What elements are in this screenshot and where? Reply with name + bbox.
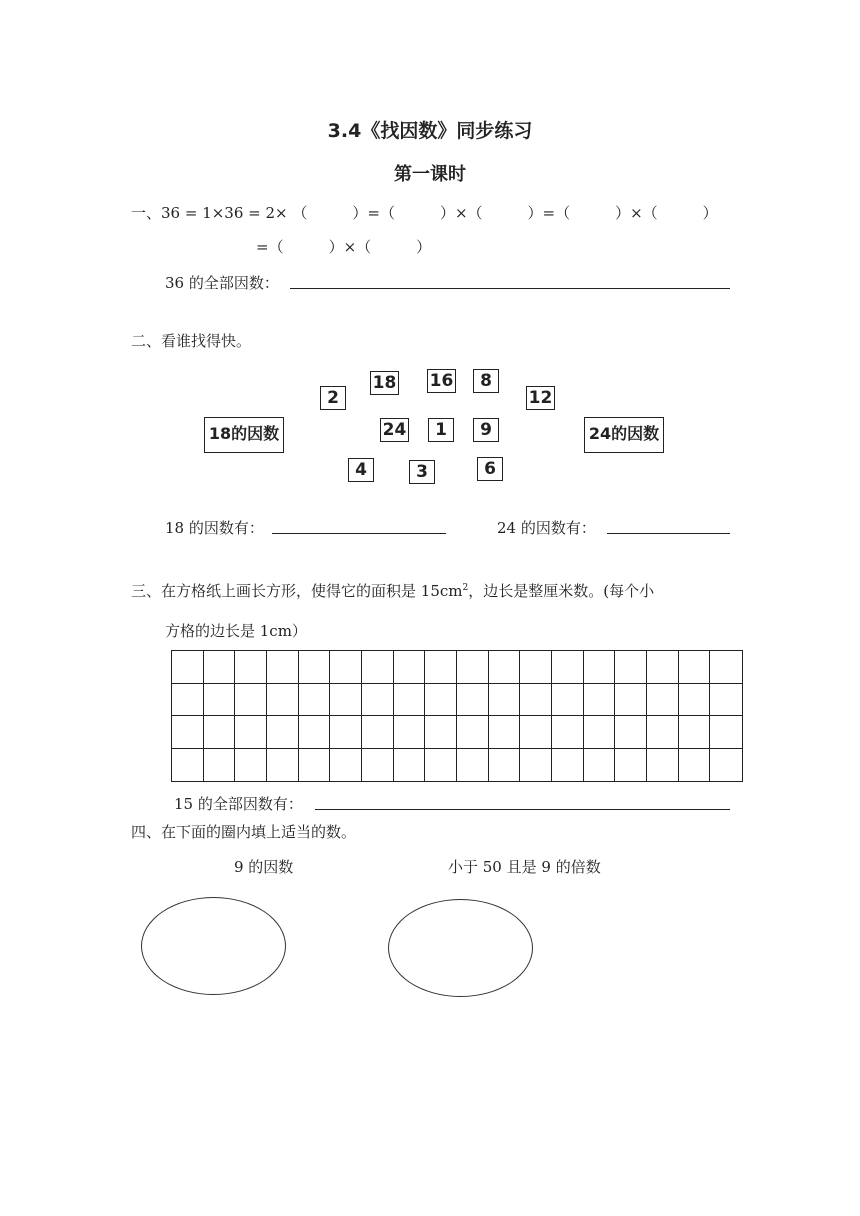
page-title: 3.4《找因数》同步练习 bbox=[327, 120, 533, 142]
grid-cell[interactable] bbox=[679, 651, 711, 684]
grid-cell[interactable] bbox=[584, 651, 616, 684]
q1-prompt: 36 的全部因数： bbox=[165, 274, 279, 292]
q3-line1-text: 三、在方格纸上画长方形，使得它的面积是 15cm bbox=[131, 582, 463, 600]
grid-cell[interactable] bbox=[362, 684, 394, 717]
number-card: 8 bbox=[473, 369, 499, 393]
multiples-of-9-circle[interactable] bbox=[388, 899, 533, 997]
q4-heading: 四、在下面的圈内填上适当的数。 bbox=[131, 823, 357, 841]
q2-answer-18-prompt: 18 的因数有： bbox=[165, 519, 264, 537]
q3-line1 bbox=[131, 580, 654, 601]
q3-prompt: 15 的全部因数有： bbox=[174, 795, 303, 813]
grid-cell[interactable] bbox=[425, 684, 457, 717]
grid-cell[interactable] bbox=[235, 651, 267, 684]
grid-cell[interactable] bbox=[647, 749, 679, 782]
page-subtitle: 第一课时 bbox=[394, 164, 466, 185]
grid-cell[interactable] bbox=[520, 716, 552, 749]
q2-answer-18-line[interactable] bbox=[272, 533, 446, 534]
grid-cell[interactable] bbox=[647, 651, 679, 684]
factors-of-9-circle[interactable] bbox=[141, 897, 286, 995]
grid-cell[interactable] bbox=[172, 716, 204, 749]
grid-cell[interactable] bbox=[489, 749, 521, 782]
number-card: 1 bbox=[428, 418, 454, 442]
grid-cell[interactable] bbox=[267, 716, 299, 749]
grid-cell[interactable] bbox=[615, 651, 647, 684]
number-card: 3 bbox=[409, 460, 435, 484]
grid-cell[interactable] bbox=[394, 684, 426, 717]
number-card: 4 bbox=[348, 458, 374, 482]
grid-cell[interactable] bbox=[457, 651, 489, 684]
grid-cell[interactable] bbox=[552, 684, 584, 717]
grid-cell[interactable] bbox=[520, 749, 552, 782]
grid-cell[interactable] bbox=[362, 749, 394, 782]
number-card: 9 bbox=[473, 418, 499, 442]
grid-cell[interactable] bbox=[204, 716, 236, 749]
grid-cell[interactable] bbox=[679, 684, 711, 717]
grid-cell[interactable] bbox=[489, 716, 521, 749]
q3-line1-text-end: ，边长是整厘米数。(每个小 bbox=[468, 582, 655, 600]
grid-cell[interactable] bbox=[710, 684, 742, 717]
number-card: 12 bbox=[526, 386, 555, 410]
q2-answer-24-line[interactable] bbox=[607, 533, 730, 534]
number-card: 16 bbox=[427, 369, 456, 393]
grid-cell[interactable] bbox=[489, 684, 521, 717]
grid-cell[interactable] bbox=[330, 651, 362, 684]
q1-equation-line2: =（ ）×（ ） bbox=[256, 238, 432, 256]
grid-cell[interactable] bbox=[647, 716, 679, 749]
grid-cell[interactable] bbox=[299, 684, 331, 717]
number-card: 18 bbox=[370, 371, 399, 395]
grid-cell[interactable] bbox=[394, 749, 426, 782]
number-card: 6 bbox=[477, 457, 503, 481]
grid-cell[interactable] bbox=[362, 651, 394, 684]
grid-cell[interactable] bbox=[520, 651, 552, 684]
grid-cell[interactable] bbox=[172, 651, 204, 684]
grid-cell[interactable] bbox=[330, 749, 362, 782]
grid-cell[interactable] bbox=[394, 716, 426, 749]
q3-line2: 方格的边长是 1cm） bbox=[165, 622, 307, 640]
grid-cell[interactable] bbox=[457, 749, 489, 782]
q1-answer-line[interactable] bbox=[290, 288, 730, 289]
grid-cell[interactable] bbox=[330, 716, 362, 749]
grid-cell[interactable] bbox=[267, 651, 299, 684]
grid-cell[interactable] bbox=[584, 684, 616, 717]
grid-cell[interactable] bbox=[679, 749, 711, 782]
q3-superscript: 2 bbox=[462, 583, 469, 593]
grid-cell[interactable] bbox=[457, 684, 489, 717]
grid-cell[interactable] bbox=[299, 749, 331, 782]
grid-cell[interactable] bbox=[235, 749, 267, 782]
factors-of-18-label: 18的因数 bbox=[204, 417, 284, 453]
grid-cell[interactable] bbox=[552, 716, 584, 749]
grid-cell[interactable] bbox=[710, 716, 742, 749]
grid-cell[interactable] bbox=[552, 651, 584, 684]
grid-cell[interactable] bbox=[235, 716, 267, 749]
grid-cell[interactable] bbox=[457, 716, 489, 749]
grid-cell[interactable] bbox=[489, 651, 521, 684]
grid-cell[interactable] bbox=[425, 651, 457, 684]
grid-cell[interactable] bbox=[615, 684, 647, 717]
grid-cell[interactable] bbox=[362, 716, 394, 749]
grid-cell[interactable] bbox=[615, 716, 647, 749]
grid-cell[interactable] bbox=[235, 684, 267, 717]
grid-cell[interactable] bbox=[425, 749, 457, 782]
grid-cell[interactable] bbox=[584, 716, 616, 749]
grid-cell[interactable] bbox=[267, 684, 299, 717]
q2-heading: 二、看谁找得快。 bbox=[131, 332, 252, 350]
grid-cell[interactable] bbox=[204, 651, 236, 684]
grid-cell[interactable] bbox=[299, 716, 331, 749]
grid-cell[interactable] bbox=[267, 749, 299, 782]
number-card: 2 bbox=[320, 386, 346, 410]
factors-of-24-label: 24的因数 bbox=[584, 417, 664, 453]
grid-cell[interactable] bbox=[330, 684, 362, 717]
q4-left-label: 9 的因数 bbox=[234, 858, 294, 876]
grid-cell[interactable] bbox=[679, 716, 711, 749]
q2-answer-24-prompt: 24 的因数有： bbox=[497, 519, 596, 537]
grid-cell[interactable] bbox=[520, 684, 552, 717]
grid-cell[interactable] bbox=[615, 749, 647, 782]
grid-cell[interactable] bbox=[204, 749, 236, 782]
grid-cell[interactable] bbox=[204, 684, 236, 717]
grid-cell[interactable] bbox=[299, 651, 331, 684]
grid-cell[interactable] bbox=[647, 684, 679, 717]
grid-cell[interactable] bbox=[710, 749, 742, 782]
square-grid-paper[interactable] bbox=[171, 650, 743, 782]
q3-answer-line[interactable] bbox=[315, 809, 730, 810]
q4-right-label: 小于 50 且是 9 的倍数 bbox=[448, 858, 601, 876]
grid-cell[interactable] bbox=[172, 749, 204, 782]
grid-cell[interactable] bbox=[425, 716, 457, 749]
q1-equation-line1: 一、36 = 1×36 = 2× （ ）=（ ）×（ ）=（ ）×（ ） bbox=[131, 204, 718, 222]
grid-cell[interactable] bbox=[172, 684, 204, 717]
grid-cell[interactable] bbox=[552, 749, 584, 782]
number-card: 24 bbox=[380, 418, 409, 442]
grid-cell[interactable] bbox=[710, 651, 742, 684]
grid-cell[interactable] bbox=[394, 651, 426, 684]
grid-cell[interactable] bbox=[584, 749, 616, 782]
